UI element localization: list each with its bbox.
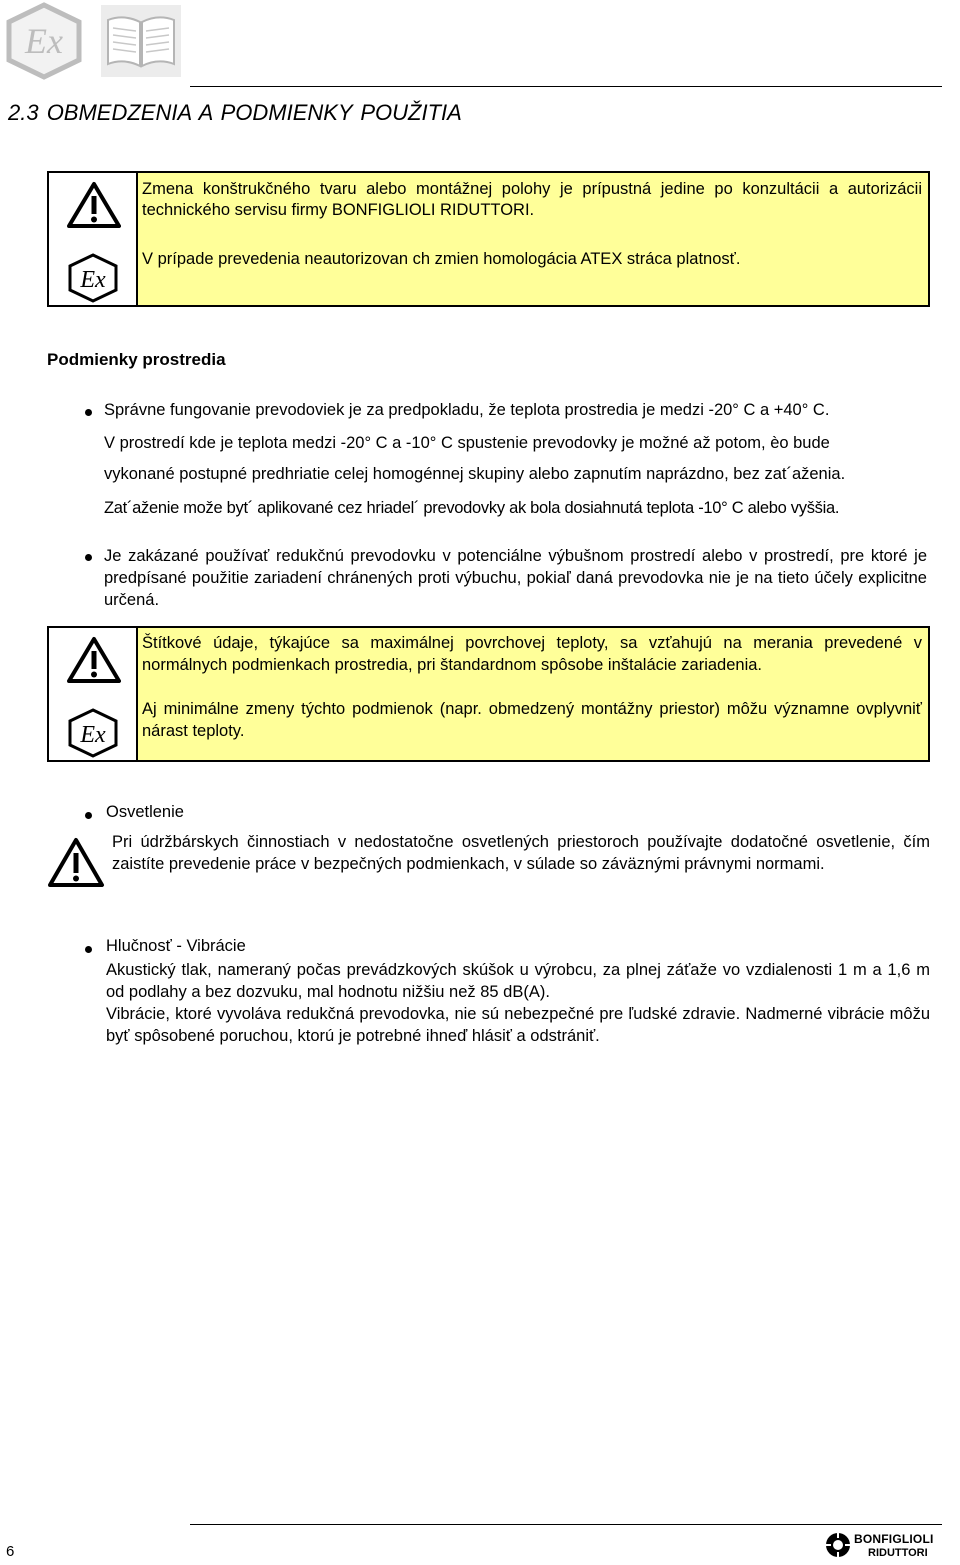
surface-temp-notice-box bbox=[47, 626, 930, 762]
notice1-line2: V prípade prevedenia neautorizovan ch zmien homologácia ATEX stráca platnosť. bbox=[142, 250, 741, 268]
svg-text:Ex: Ex bbox=[80, 267, 106, 293]
header-rule bbox=[190, 86, 942, 87]
environment-bullet1-line2: V prostredí kde je teplota medzi -20° C a -10° C spustenie prevodovky je možné až potom, èo bude bbox=[104, 434, 830, 452]
ex-hexagon-icon bbox=[4, 2, 84, 80]
warning-icon bbox=[67, 181, 121, 229]
section-title: 2.3 OBMEDZENIA A PODMIENKY POUŽITIA bbox=[8, 100, 462, 125]
lighting-title: Osvetlenie bbox=[106, 803, 184, 821]
lighting-text: Pri údržbárskych činnostiach v nedostatočne osvetlených priestoroch používajte dodatočné osvetlenie, čím zaistíte prevedenie práce v bezpečných podmienkach, v súlade so záväznými právnymi normami. bbox=[112, 833, 930, 873]
brand-line2: RIDUTTORI bbox=[868, 1547, 928, 1559]
bullet-dot bbox=[85, 554, 92, 561]
brand-line1: BONFIGLIOLI bbox=[854, 1532, 934, 1546]
notice-icons bbox=[49, 173, 138, 305]
warning-icon bbox=[67, 636, 121, 684]
ex-logo bbox=[4, 2, 84, 80]
noise-para1: Akustický tlak, nameraný počas prevádzkových skúšok u výrobcu, za plnej záťaže vo vzdialenosti 1 m a 1,6 m od podlahy a bez dozvuku, mal hodnotu nižšiu než 85 dB(A). bbox=[106, 961, 930, 1001]
manual-book-icon bbox=[100, 4, 182, 78]
notice2-para2: Aj minimálne zmeny týchto podmienok (napr. obmedzený montážny priestor) môžu významne ovplyvniť nárast teploty. bbox=[142, 700, 922, 740]
ex-hexagon-icon bbox=[67, 708, 119, 758]
notice1-line1: Zmena konštrukčného tvaru alebo montážnej polohy je prípustná jedine po konzultácii a autorizácii technického servisu firmy BONFIGLIOLI RIDUTTORI. bbox=[142, 180, 922, 219]
bonfiglioli-gear-icon bbox=[824, 1530, 852, 1560]
page-number: 6 bbox=[6, 1543, 15, 1560]
warning-icon bbox=[47, 837, 105, 889]
environment-bullet1-line1: Správne fungovanie prevodoviek je za predpokladu, že teplota prostredia je medzi -20° C a +40° C. bbox=[104, 401, 830, 419]
svg-text:Ex: Ex bbox=[80, 722, 106, 748]
environment-bullet1-line4: Zat´aženie može byt´ aplikované cez hriadel´ prevodovky ak bola dosiahnutá teplota -10° C alebo vyššia. bbox=[104, 499, 840, 517]
environment-bullet2: Je zakázané používať redukčnú prevodovku v potenciálne výbušnom prostredí alebo v prostredí, pre ktoré je predpísané použitie zariadení chránených proti výbuchu, pokiaľ daná prevodovka nie je na tieto účely explicitne určená. bbox=[104, 547, 927, 609]
ex-hexagon-icon bbox=[67, 253, 119, 303]
footer-rule bbox=[190, 1524, 942, 1525]
noise-para2: Vibrácie, ktoré vyvoláva redukčná prevodovka, nie sú nebezpečné pre ľudské zdravie. Nadmerné vibrácie môžu byť spôsobené poruchou, ktorú je potrebné ihneď hlásiť a odstrániť. bbox=[106, 1005, 930, 1045]
environment-title: Podmienky prostredia bbox=[47, 350, 226, 369]
ex-logo-label: Ex bbox=[25, 21, 63, 61]
atex-notice-box bbox=[47, 171, 930, 307]
bonfiglioli-logo bbox=[824, 1530, 944, 1562]
bullet-dot bbox=[85, 409, 92, 416]
notice-icons bbox=[49, 628, 138, 760]
environment-bullet1-line3: vykonané postupné predhriatie celej homogénnej skupiny alebo zapnutím naprázdno, bez zat´aženia. bbox=[104, 465, 846, 483]
bullet-dot bbox=[85, 946, 92, 953]
noise-title: Hlučnosť - Vibrácie bbox=[106, 937, 246, 955]
bullet-dot bbox=[85, 812, 92, 819]
notice2-para1: Štítkové údaje, týkajúce sa maximálnej povrchovej teploty, sa vzťahujú na merania prevedené v normálnych podmienkach prostredia, pri štandardnom spôsobe inštalácie zariadenia. bbox=[142, 634, 922, 674]
